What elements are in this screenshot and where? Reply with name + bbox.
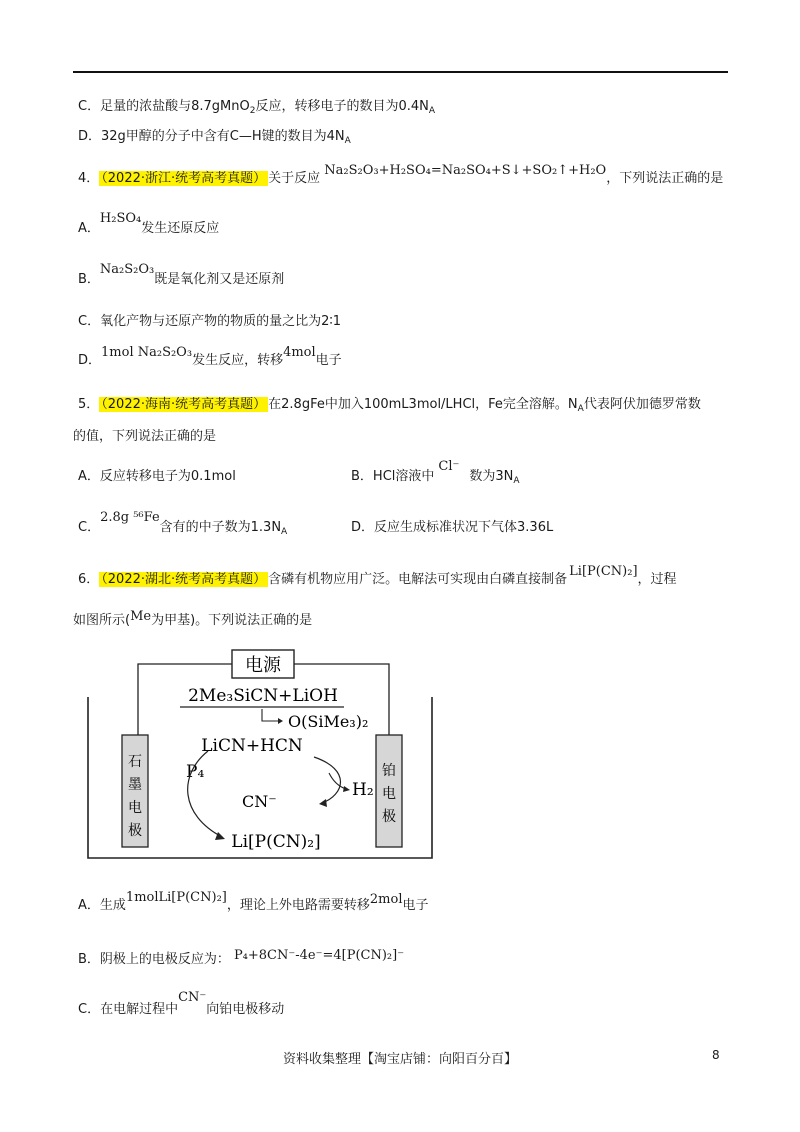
q6-source: （2022·湖北·统考高考真题） bbox=[101, 572, 267, 587]
left-cycle-arrowhead bbox=[215, 832, 225, 840]
header-rule bbox=[73, 71, 728, 73]
q6-stem-line1: 6． （2022·湖北·统考高考真题） 含磷有机物应用广泛。电解法可实现由白磷直接制备Li[P(CN)₂]，过程 bbox=[78, 564, 677, 587]
power-source-label: 电源 bbox=[245, 655, 281, 676]
byproduct-arrowhead bbox=[278, 718, 283, 724]
reactants-label: 2Me₃SiCN+LiOH bbox=[188, 686, 338, 706]
q4-stem: 4． （2022·浙江·统考高考真题） 关于反应 Na₂S₂O₃+H₂SO₄=Na₂SO₄+S↓+SO₂↑+H₂O，下列说法正确的是 bbox=[78, 163, 724, 186]
q5-option-a: A．反应转移电子为0.1mol bbox=[78, 469, 236, 484]
product-label: Li[P(CN)₂] bbox=[231, 832, 321, 852]
cn-label: CN⁻ bbox=[242, 792, 277, 811]
p4-label: P₄ bbox=[186, 762, 205, 782]
q6-option-a: A．生成1molLi[P(CN)₂]，理论上外电路需要转移2mol电子 bbox=[78, 890, 429, 913]
graphite-electrode-label: 石墨电极 bbox=[128, 754, 142, 839]
q5-option-d: D．反应生成标准状况下气体3.36L bbox=[351, 520, 554, 535]
byproduct-label: O(SiMe₃)₂ bbox=[288, 712, 369, 731]
h2-arrowhead bbox=[343, 786, 350, 792]
q4-option-c: C．氧化产物与还原产物的物质的量之比为2∶1 bbox=[78, 314, 342, 329]
q5-stem-line2: 的值，下列说法正确的是 bbox=[73, 429, 217, 444]
q4-option-a: A．H₂SO₄发生还原反应 bbox=[78, 211, 220, 236]
q4-option-d: D．1mol Na₂S₂O₃发生反应，转移4mol电子 bbox=[78, 345, 342, 368]
byproduct-arrow bbox=[262, 709, 278, 721]
platinum-electrode-label: 铂电极 bbox=[382, 763, 396, 825]
q5-option-b: B．HCl溶液中Cl⁻数为$3N_A$ bbox=[351, 459, 520, 486]
q6-option-b: B．阴极上的电极反应为： P₄+8CN⁻-4e⁻=4[P(CN)₂]⁻ bbox=[78, 948, 405, 967]
h2-label: H₂ bbox=[352, 780, 374, 800]
h2-arrow bbox=[329, 773, 346, 789]
right-cycle-arrow bbox=[314, 757, 341, 803]
q4-option-b: B．Na₂S₂O₃既是氧化剂又是还原剂 bbox=[78, 262, 285, 287]
q6-stem-line2: 如图所示(Me为甲基)。下列说法正确的是 bbox=[73, 609, 313, 628]
prev-option-d: D．32g甲醇的分子中含有C—H键的数目为$4N_A$ bbox=[78, 129, 351, 146]
page-footer: 资料收集整理【淘宝店铺：向阳百分百】 bbox=[282, 1052, 517, 1067]
q6-option-c: C．在电解过程中CN⁻向铂电极移动 bbox=[78, 990, 285, 1017]
electrolysis-diagram bbox=[82, 645, 442, 865]
prev-option-c: C．足量的浓盐酸与8.7gMnO$_2$反应，转移电子的数目为$0.4N_A$ bbox=[78, 99, 436, 116]
q5-stem-line1: 5． （2022·海南·统考高考真题） 在2.8gFe中加入100mL3mol/LHCl，Fe完全溶解。$N_A$代表阿伏加德罗常数 bbox=[78, 397, 701, 414]
q5-option-c: C．2.8g ⁵⁶Fe含有的中子数为$1.3N_A$ bbox=[78, 510, 288, 537]
q4-source: （2022·浙江·统考高考真题） bbox=[101, 171, 267, 186]
right-cycle-arrowhead bbox=[319, 799, 327, 807]
page-number: 8 bbox=[712, 1048, 720, 1062]
q5-source: （2022·海南·统考高考真题） bbox=[101, 397, 267, 412]
intermediate-label: LiCN+HCN bbox=[201, 736, 303, 756]
